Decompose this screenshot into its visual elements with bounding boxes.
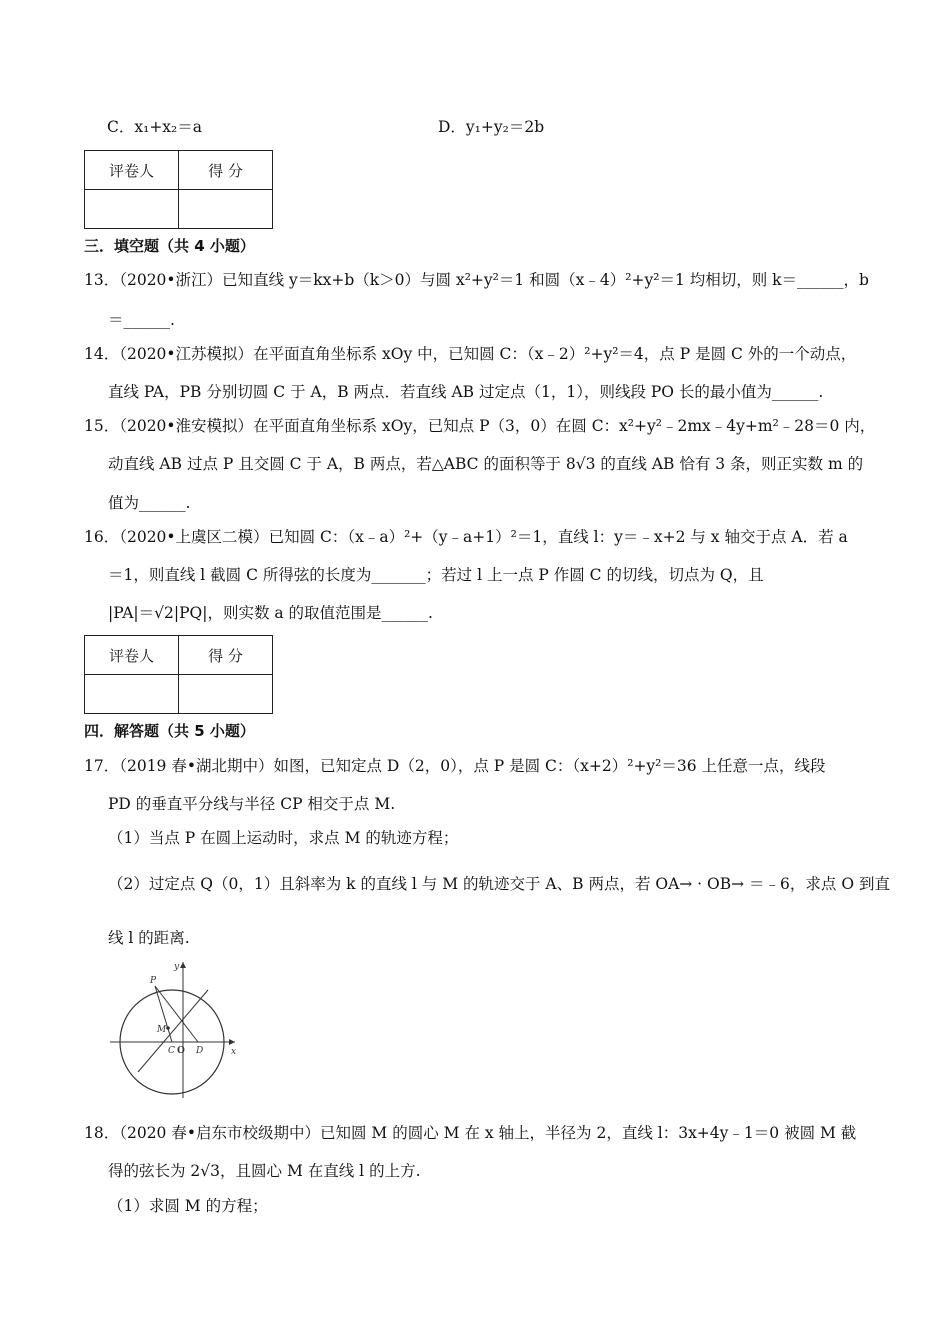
q16-line2: ＝1，则直线 l 截圆 C 所得弦的长度为_______；若过 l 上一点 P 作圆 C 的切线，切点为 Q，且 — [108, 566, 764, 584]
circle-figure — [110, 960, 250, 1100]
label-y: y — [174, 962, 180, 972]
q16-line3: |PA|＝√2|PQ|，则实数 a 的取值范围是______. — [108, 604, 433, 622]
reviewer-cell[interactable] — [85, 675, 179, 714]
q17-part1: （1）当点 P 在圆上运动时，求点 M 的轨迹方程； — [108, 829, 459, 847]
q13-line1: 13．（2020•浙江）已知直线 y＝kx+b（k＞0）与圆 x²+y²＝1 和圆（x﹣4）²+y²＝1 均相切，则 k＝______，b — [84, 271, 869, 289]
option-c: C．x₁+x₂＝a — [107, 118, 202, 136]
score-header: 得 分 — [179, 151, 273, 190]
q18-part1: （1）求圆 M 的方程； — [108, 1197, 268, 1215]
q14-line2: 直线 PA，PB 分别切圆 C 于 A，B 两点．若直线 AB 过定点（1，1），则线段 PO 长的最小值为______. — [108, 383, 824, 401]
score-cell[interactable] — [179, 675, 273, 714]
section3-title: 三．填空题（共 4 小题） — [84, 237, 255, 255]
q14-line1: 14．（2020•江苏模拟）在平面直角坐标系 xOy 中，已知圆 C：（x﹣2）²+y²＝4，点 P 是圆 C 外的一个动点， — [84, 345, 857, 363]
score-cell[interactable] — [179, 190, 273, 229]
score-table-1 — [84, 150, 273, 229]
reviewer-header: 评卷人 — [85, 636, 179, 675]
score-table-2 — [84, 635, 273, 714]
reviewer-cell[interactable] — [85, 190, 179, 229]
q15-line3: 值为______. — [108, 494, 191, 512]
q17-part2: （2）过定点 Q（0，1）且斜率为 k 的直线 l 与 M 的轨迹交于 A、B 两点，若 OA→ · OB→ ＝﹣6，求点 O 到直 — [108, 875, 890, 893]
label-p: P — [150, 976, 157, 986]
label-m: M — [157, 1025, 167, 1035]
q15-line1: 15．（2020•淮安模拟）在平面直角坐标系 xOy，已知点 P（3，0）在圆 C：x²+y²﹣2mx﹣4y+m²﹣28＝0 内， — [84, 417, 876, 435]
q17-line2: PD 的垂直平分线与半径 CP 相交于点 M. — [108, 795, 396, 813]
label-o: O — [177, 1046, 185, 1056]
q17-line1: 17．（2019 春•湖北期中）如图，已知定点 D（2，0），点 P 是圆 C：（x+2）²+y²＝36 上任意一点，线段 — [84, 757, 826, 775]
section4-title: 四．解答题（共 5 小题） — [84, 722, 255, 740]
label-x: x — [231, 1047, 237, 1057]
label-d: D — [196, 1046, 204, 1056]
q17-part2b: 线 l 的距离. — [108, 929, 190, 947]
score-header: 得 分 — [179, 636, 273, 675]
q15-line2: 动直线 AB 过点 P 且交圆 C 于 A，B 两点，若△ABC 的面积等于 8√3 的直线 AB 恰有 3 条，则正实数 m 的 — [108, 455, 864, 473]
q18-line1: 18．（2020 春•启东市校级期中）已知圆 M 的圆心 M 在 x 轴上，半径为 2，直线 l：3x+4y﹣1＝0 被圆 M 截 — [84, 1124, 857, 1142]
option-d: D．y₁+y₂＝2b — [438, 118, 545, 136]
q16-line1: 16．（2020•上虞区二模）已知圆 C：（x﹣a）²+（y﹣a+1）²＝1，直线 l：y＝﹣x+2 与 x 轴交于点 A．若 a — [84, 528, 848, 546]
label-c: C — [168, 1046, 175, 1056]
q18-line2: 得的弦长为 2√3，且圆心 M 在直线 l 的上方. — [108, 1162, 421, 1180]
q13-line2: ＝______. — [108, 311, 175, 329]
reviewer-header: 评卷人 — [85, 151, 179, 190]
